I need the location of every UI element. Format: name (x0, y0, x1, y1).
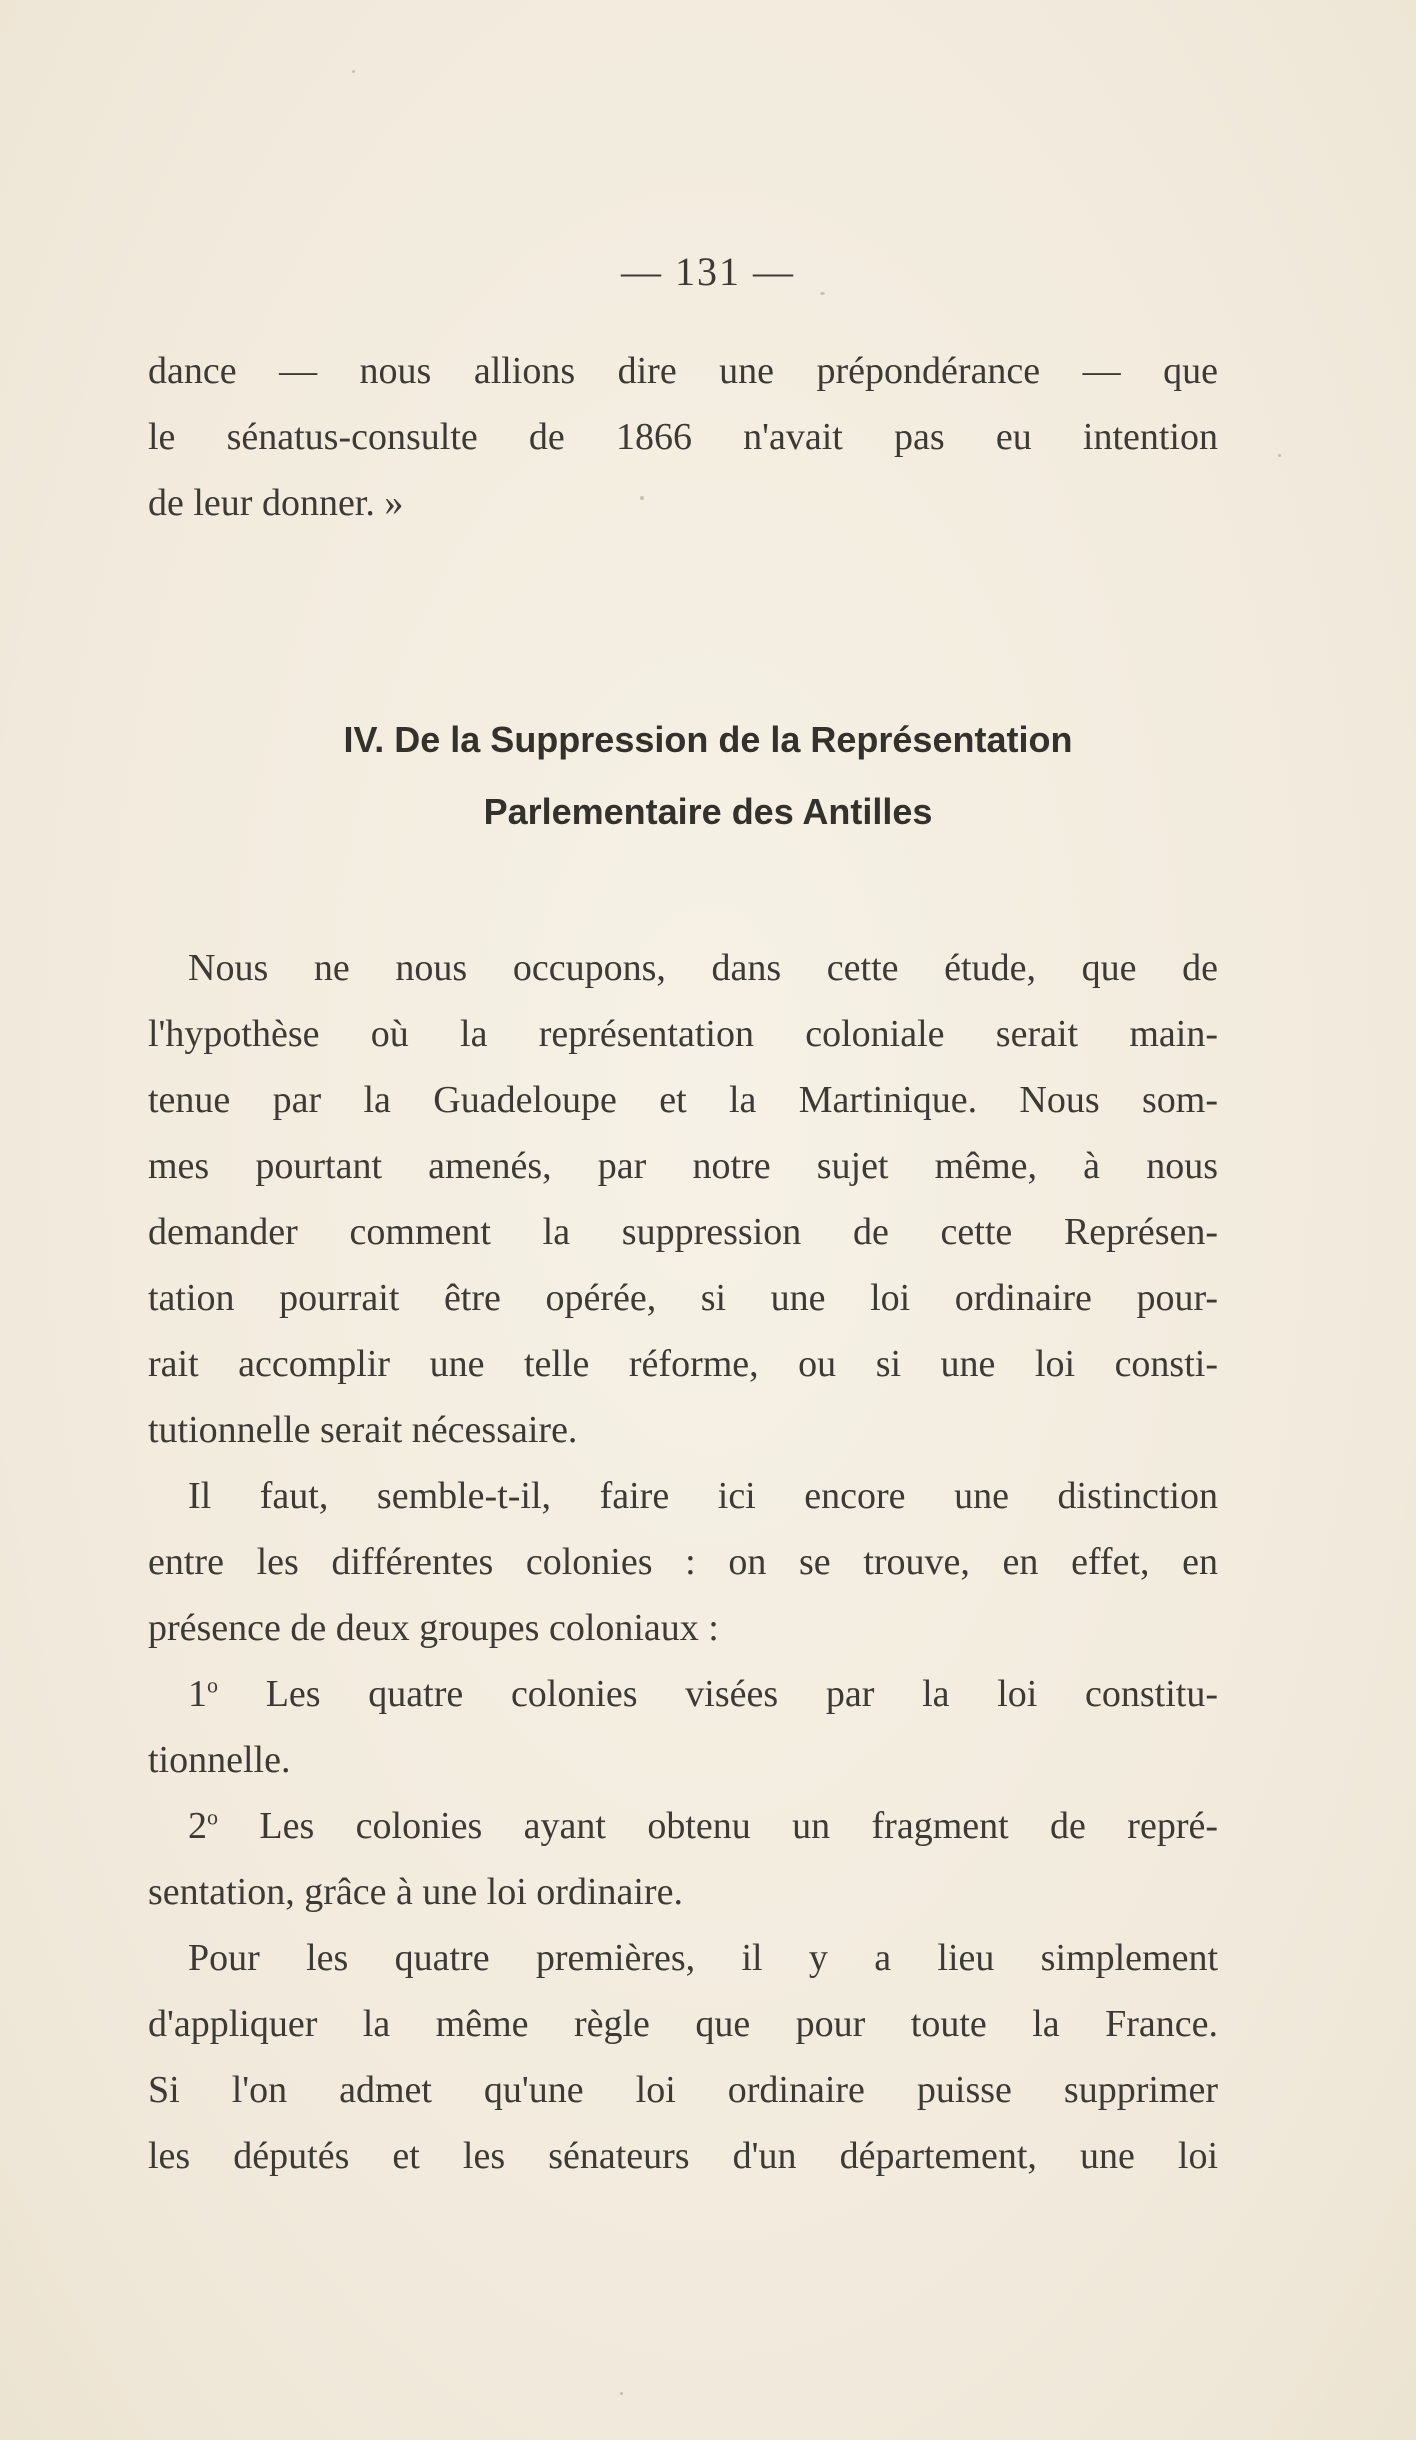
text-line: mes pourtant amenés, par notre sujet même, à nous (148, 1145, 1218, 1187)
text-line: Si l'on admet qu'une loi ordinaire puisse supprimer (148, 2069, 1218, 2111)
text-line: Il faut, semble-t-il, faire ici encore une distinction (188, 1475, 1218, 1517)
text-line: tionnelle. (148, 1739, 291, 1781)
text-line: les députés et les sénateurs d'un département, une loi (148, 2135, 1218, 2177)
text-line: Nous ne nous occupons, dans cette étude, que de (188, 947, 1218, 989)
text-line: tation pourrait être opérée, si une loi ordinaire pour- (148, 1277, 1218, 1319)
section-heading-line-2: Parlementaire des Antilles (483, 791, 933, 832)
section-heading (0, 704, 1416, 848)
text-line: entre les différentes colonies : on se trouve, en effet, en (148, 1541, 1218, 1583)
body-text (148, 935, 1218, 2189)
text-line: Pour les quatre premières, il y a lieu simplement (188, 1937, 1218, 1979)
text-line: d'appliquer la même règle que pour toute la France. (148, 2003, 1218, 2045)
list-marker-2: 2$^o$ (188, 1804, 218, 1847)
intro-paragraph (148, 338, 1218, 536)
text-line: tenue par la Guadeloupe et la Martinique. Nous som- (148, 1079, 1218, 1121)
list-item-1: 1$^o$ Les quatre colonies visées par la loi constitu- (188, 1672, 1219, 1715)
text-line: présence de deux groupes coloniaux : (148, 1607, 719, 1649)
list-marker-1: 1$^o$ (188, 1672, 218, 1715)
page-number: — 131 — (621, 249, 795, 294)
text-line: l'hypothèse où la représentation coloniale serait main- (148, 1013, 1218, 1055)
text-line: de leur donner. » (148, 482, 404, 524)
text-line: sentation, grâce à une loi ordinaire. (148, 1871, 683, 1913)
paper-speck (352, 70, 355, 73)
text-line: rait accomplir une telle réforme, ou si une loi consti- (148, 1343, 1218, 1385)
paper-speck (620, 2392, 623, 2395)
text-line: dance — nous allions dire une prépondérance — que (148, 350, 1218, 392)
paper-speck (1278, 454, 1281, 457)
text-line: le sénatus-consulte de 1866 n'avait pas eu intention (148, 416, 1218, 458)
text-line: tutionnelle serait nécessaire. (148, 1409, 578, 1451)
list-item-2: 2$^o$ Les colonies ayant obtenu un fragment de repré- (188, 1804, 1219, 1847)
section-heading-line-1: IV. De la Suppression de la Représentation (343, 719, 1073, 760)
text-line: demander comment la suppression de cette Représen- (148, 1211, 1218, 1253)
